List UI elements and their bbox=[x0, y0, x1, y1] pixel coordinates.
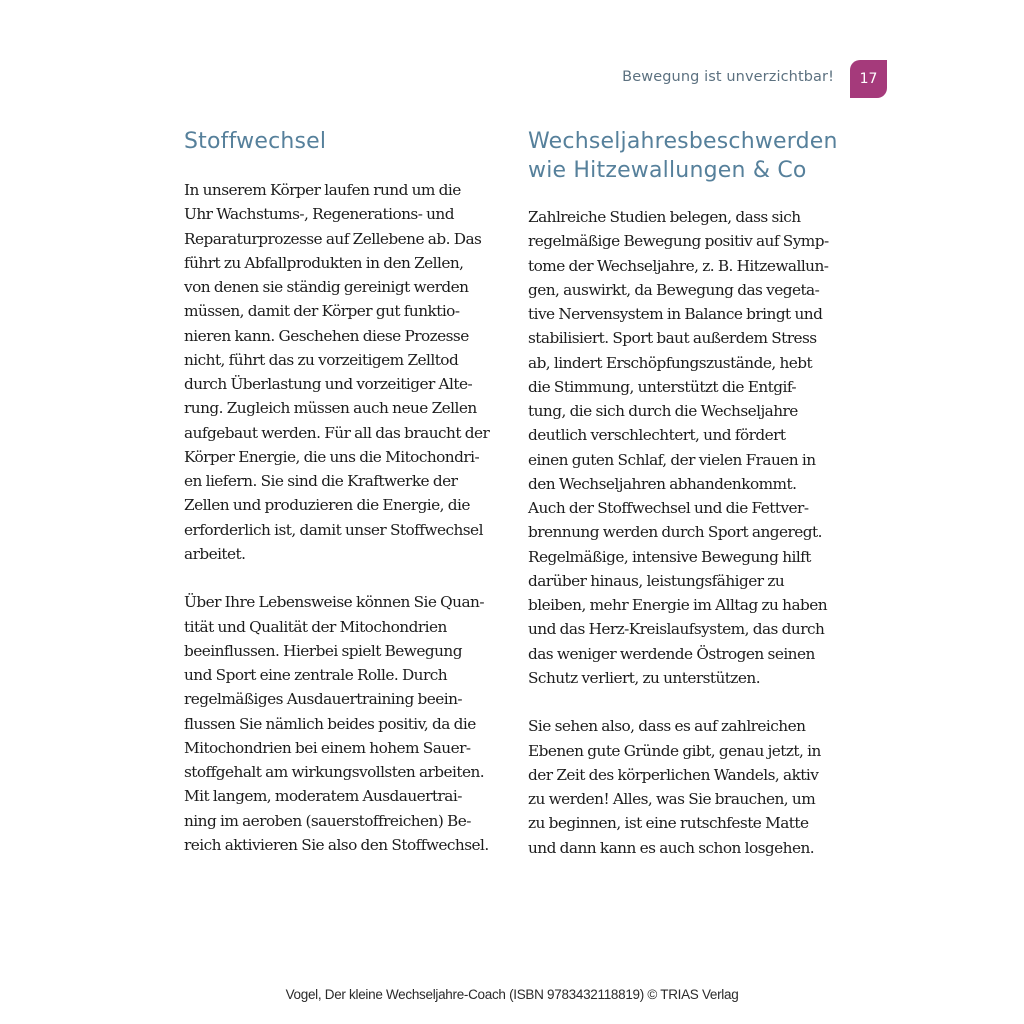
text-line: arbeitet. bbox=[184, 544, 246, 563]
text-line: Zahlreiche Studien belegen, dass sich bbox=[528, 208, 801, 226]
page-number-badge: 17 bbox=[850, 60, 887, 98]
text-line: und Sport eine zentrale Rolle. Durch bbox=[184, 666, 448, 684]
left-column-body bbox=[184, 178, 500, 857]
text-line: stoffgehalt am wirkungsvollsten arbeiten. bbox=[184, 763, 485, 781]
text-line: aufgebaut werden. Für all das braucht der bbox=[184, 423, 490, 442]
text-line: brennung werden durch Sport angeregt. bbox=[528, 523, 822, 542]
text-line: und dann kann es auch schon losgehen. bbox=[528, 838, 815, 857]
text-line: Auch der Stoffwechsel und die Fettver- bbox=[528, 499, 809, 517]
paragraph bbox=[528, 714, 844, 860]
text-line: von denen sie ständig gereinigt werden bbox=[184, 278, 469, 296]
text-line: der Zeit des körperlichen Wandels, aktiv bbox=[528, 765, 819, 784]
text-line: tive Nervensystem in Balance bringt und bbox=[528, 305, 823, 323]
text-line: flussen Sie nämlich beides positiv, da die bbox=[184, 714, 476, 733]
text-line: Ebenen gute Gründe gibt, genau jetzt, in bbox=[528, 741, 821, 760]
text-line: erforderlich ist, damit unser Stoffwechsel bbox=[184, 520, 483, 539]
text-line: deutlich verschlechtert, und fördert bbox=[528, 426, 786, 445]
right-column bbox=[528, 127, 844, 860]
section-heading-stoffwechsel: Stoffwechsel bbox=[184, 129, 327, 154]
text-line: beeinflussen. Hierbei spielt Bewegung bbox=[184, 641, 462, 660]
paragraph bbox=[184, 590, 500, 857]
text-line: regelmäßige Bewegung positiv auf Symp- bbox=[528, 232, 829, 251]
text-line: führt zu Abfallprodukten in den Zellen, bbox=[184, 253, 464, 272]
text-line: en liefern. Sie sind die Kraftwerke der bbox=[184, 472, 458, 490]
text-line: bleiben, mehr Energie im Alltag zu haben bbox=[528, 596, 828, 614]
text-line: nieren kann. Geschehen diese Prozesse bbox=[184, 326, 469, 345]
text-line: stabilisiert. Sport baut außerdem Stress bbox=[528, 329, 817, 348]
text-line: Mitochondrien bei einem hohem Sauer- bbox=[184, 738, 471, 757]
heading-line: wie Hitzewallungen & Co bbox=[528, 158, 807, 183]
heading-line: Wechseljahresbeschwerden bbox=[528, 129, 838, 154]
text-line: Körper Energie, die uns die Mitochondri- bbox=[184, 447, 480, 466]
text-line: Schutz verliert, zu unterstützen. bbox=[528, 668, 761, 687]
text-line: ning im aeroben (sauerstoffreichen) Be- bbox=[184, 811, 471, 830]
text-line: einen guten Schlaf, der vielen Frauen in bbox=[528, 450, 816, 469]
text-line: zu beginnen, ist eine rutschfeste Matte bbox=[528, 814, 809, 833]
text-line: müssen, damit der Körper gut funktio- bbox=[184, 302, 460, 321]
right-column-body bbox=[528, 205, 844, 860]
text-line: tung, die sich durch die Wechseljahre bbox=[528, 402, 798, 420]
text-line: gen, auswirkt, da Bewegung das vegeta- bbox=[528, 280, 820, 299]
text-line: nicht, führt das zu vorzeitigem Zelltod bbox=[184, 350, 459, 369]
running-head-title: Bewegung ist unverzichtbar! bbox=[622, 69, 834, 85]
text-line: Zellen und produzieren die Energie, die bbox=[184, 496, 470, 515]
text-line: und das Herz-Kreislaufsystem, das durch bbox=[528, 620, 825, 639]
text-line: Uhr Wachstums-, Regenerations- und bbox=[184, 205, 454, 224]
left-column bbox=[184, 127, 500, 857]
text-line: Über Ihre Lebensweise können Sie Quan- bbox=[184, 593, 484, 612]
text-line: Sie sehen also, dass es auf zahlreichen bbox=[528, 717, 806, 736]
text-line: In unserem Körper laufen rund um die bbox=[184, 181, 461, 199]
text-line: reich aktivieren Sie also den Stoffwechsel. bbox=[184, 835, 489, 854]
text-line: den Wechseljahren abhandenkommt. bbox=[528, 474, 797, 493]
text-line: ab, lindert Erschöpfungszustände, hebt bbox=[528, 353, 813, 372]
text-line: durch Überlastung und vorzeitiger Alte- bbox=[184, 375, 473, 393]
text-line: Regelmäßige, intensive Bewegung hilft bbox=[528, 547, 811, 566]
text-line: Reparaturprozesse auf Zellebene ab. Das bbox=[184, 229, 482, 248]
text-line: rung. Zugleich müssen auch neue Zellen bbox=[184, 399, 477, 418]
text-line: tität und Qualität der Mitochondrien bbox=[184, 617, 447, 636]
text-line: zu werden! Alles, was Sie brauchen, um bbox=[528, 790, 816, 808]
text-line: Mit langem, moderatem Ausdauertrai- bbox=[184, 787, 462, 806]
text-line: darüber hinaus, leistungsfähiger zu bbox=[528, 571, 785, 590]
text-line: die Stimmung, unterstützt die Entgif- bbox=[528, 377, 797, 396]
paragraph bbox=[528, 205, 844, 690]
text-line: tome der Wechseljahre, z. B. Hitzewallun- bbox=[528, 256, 829, 275]
section-heading-wechseljahresbeschwerden bbox=[528, 127, 844, 185]
text-line: das weniger werdende Östrogen seinen bbox=[528, 644, 815, 663]
footer-citation: Vogel, Der kleine Wechseljahre-Coach (ISBN 9783432118819) © TRIAS Verlag bbox=[285, 987, 739, 1002]
paragraph bbox=[184, 178, 500, 566]
text-line: regelmäßiges Ausdauertraining beein- bbox=[184, 690, 463, 709]
